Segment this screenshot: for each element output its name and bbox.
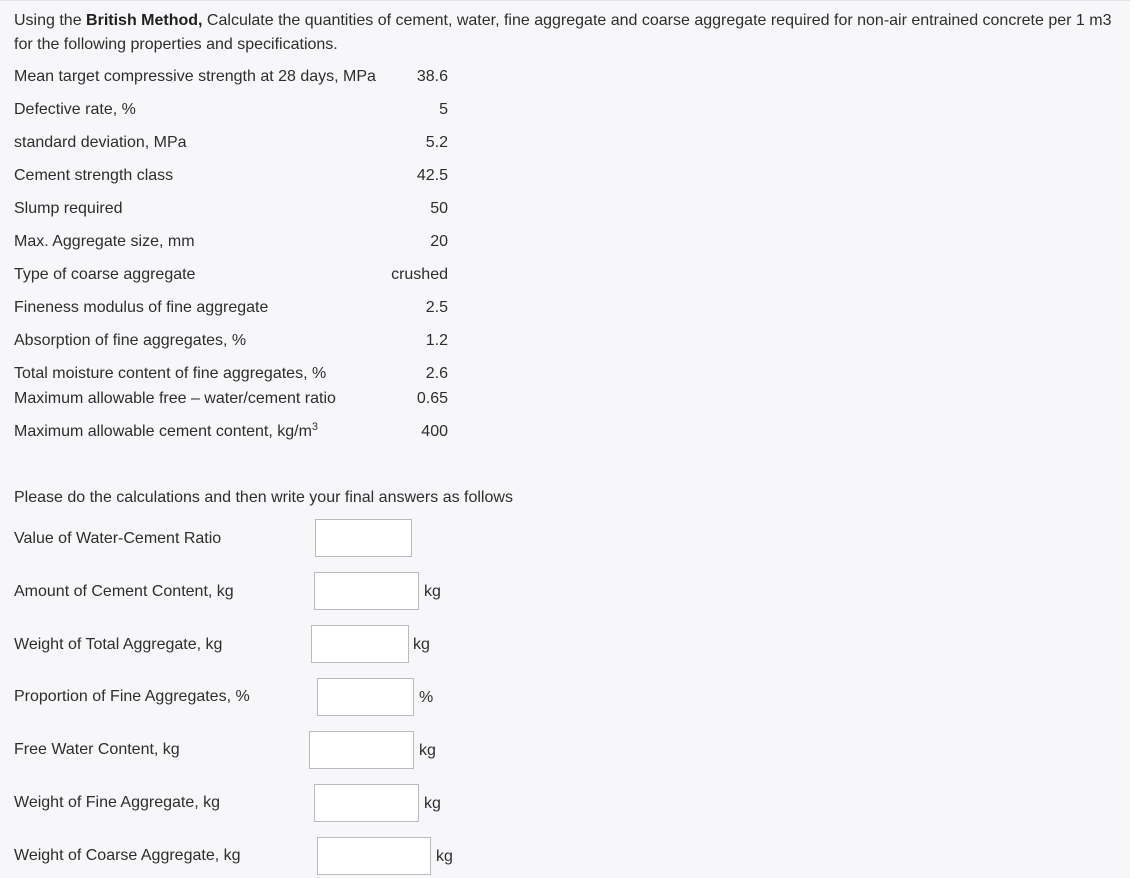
spec-row (14, 66, 448, 88)
spec-row (14, 363, 448, 385)
coarse-aggregate-weight-input[interactable] (317, 837, 431, 875)
spec-label-text: Maximum allowable cement content, kg/m (14, 423, 312, 440)
water-cement-ratio-input[interactable] (315, 519, 412, 557)
spec-label: Absorption of fine aggregates, % (14, 332, 247, 349)
answer-label-fine-aggregate-weight: Weight of Fine Aggregate, kg (14, 794, 221, 811)
spec-row (14, 231, 448, 253)
spec-label: Total moisture content of fine aggregates, % (14, 365, 327, 382)
spec-label: standard deviation, MPa (14, 134, 187, 151)
spec-value: 5.2 (425, 134, 448, 151)
unit-label: kg (436, 848, 453, 865)
spec-value: 42.5 (416, 167, 448, 184)
unit-label: kg (424, 583, 441, 600)
spec-label (14, 421, 318, 443)
question-method: British Method, (86, 12, 203, 29)
spec-label: Defective rate, % (14, 101, 136, 118)
unit-label: kg (413, 636, 430, 653)
spec-row (14, 99, 448, 121)
spec-label-superscript: 3 (311, 421, 319, 433)
spec-row (14, 421, 448, 443)
spec-value: 38.6 (416, 68, 448, 85)
spec-row (14, 388, 448, 410)
spec-row (14, 198, 448, 220)
answer-label-cement-content: Amount of Cement Content, kg (14, 583, 234, 600)
spec-value: 1.2 (425, 332, 448, 349)
spec-row (14, 264, 448, 286)
question-text-part2: Calculate the quantities of cement, water, fine aggregate and coarse aggregate required for non-air entrained concrete per 1 m3 for the following properties and specifications. (14, 12, 1112, 53)
answer-label-total-aggregate: Weight of Total Aggregate, kg (14, 636, 223, 653)
spec-row (14, 297, 448, 319)
answer-label-fine-aggregate-proportion: Proportion of Fine Aggregates, % (14, 688, 250, 705)
spec-value: 0.65 (416, 390, 448, 407)
spec-label: Cement strength class (14, 167, 174, 184)
spec-value: 50 (430, 200, 448, 217)
answer-label-free-water-content: Free Water Content, kg (14, 741, 180, 758)
total-aggregate-input[interactable] (311, 625, 409, 663)
cement-content-input[interactable] (314, 572, 419, 610)
fine-aggregate-proportion-input[interactable] (317, 678, 414, 716)
spec-label: Slump required (14, 200, 123, 217)
spec-label: Mean target compressive strength at 28 days, MPa (14, 68, 376, 85)
spec-label: Max. Aggregate size, mm (14, 233, 195, 250)
answer-label-water-cement-ratio: Value of Water-Cement Ratio (14, 530, 222, 547)
spec-row (14, 165, 448, 187)
spec-label: Maximum allowable free – water/cement ratio (14, 390, 336, 407)
instruction-text: Please do the calculations and then write your final answers as follows (14, 489, 513, 506)
spec-label: Type of coarse aggregate (14, 266, 196, 283)
spec-label: Fineness modulus of fine aggregate (14, 299, 269, 316)
unit-label: % (419, 689, 434, 706)
unit-label: kg (419, 742, 436, 759)
question-text-part1: Using the (14, 12, 87, 29)
unit-label: kg (424, 795, 441, 812)
spec-value: 2.5 (425, 299, 448, 316)
spec-value: 400 (421, 423, 448, 440)
spec-row (14, 330, 448, 352)
spec-row (14, 132, 448, 154)
free-water-content-input[interactable] (309, 731, 414, 769)
answer-label-coarse-aggregate-weight: Weight of Coarse Aggregate, kg (14, 847, 241, 864)
question-text (14, 9, 1124, 57)
fine-aggregate-weight-input[interactable] (314, 784, 419, 822)
spec-value: crushed (391, 266, 448, 283)
spec-value: 2.6 (425, 365, 448, 382)
spec-value: 20 (430, 233, 448, 250)
spec-value: 5 (439, 101, 448, 118)
